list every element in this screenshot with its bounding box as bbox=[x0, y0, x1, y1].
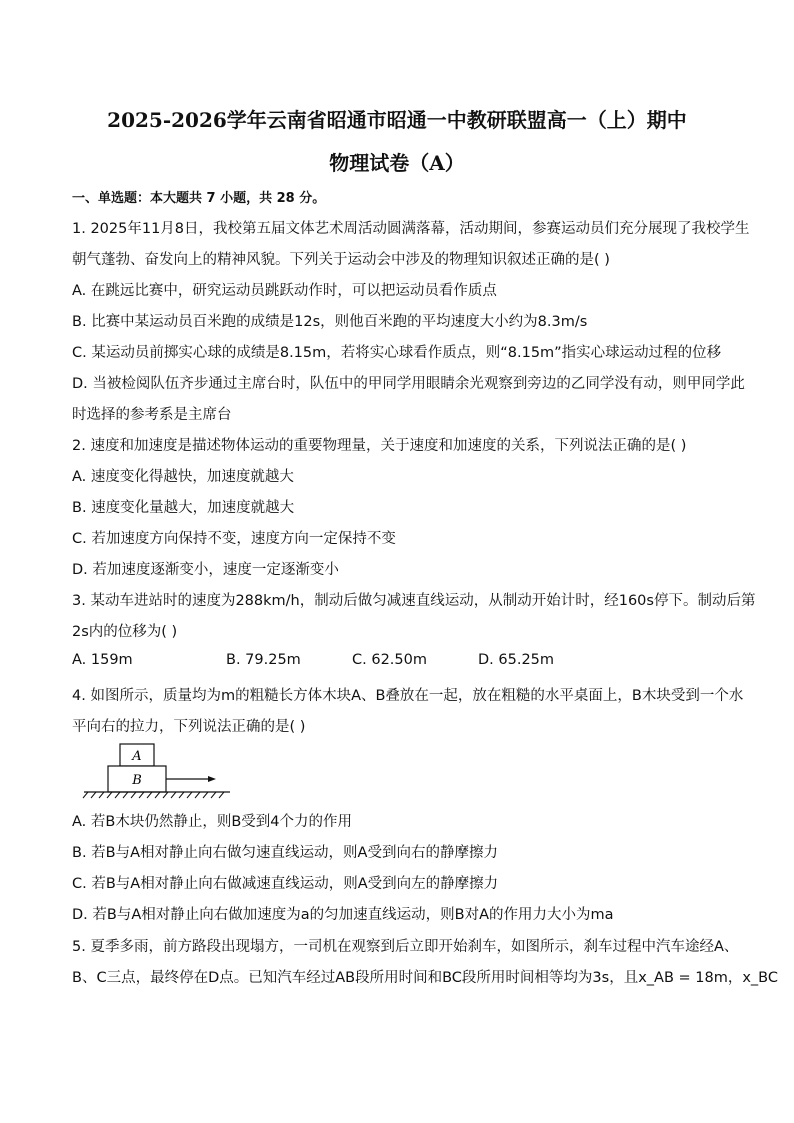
q2-option-d: D. 若加速度逐渐变小，速度一定逐渐变小 bbox=[72, 562, 339, 578]
q1-option-c: C. 某运动员前掷实心球的成绩是8.15m，若将实心球看作质点，则“8.15m”指实心球运动过程的位移 bbox=[72, 345, 722, 361]
q3-stem-line-2: 2s内的位移为( ) bbox=[72, 624, 178, 640]
block-a-label: A bbox=[132, 749, 142, 764]
q4-option-d: D. 若B与A相对静止向右做加速度为a的匀加速直线运动，则B对A的作用力大小为ma bbox=[72, 907, 614, 923]
exam-title-line-1: 2025-2026学年云南省昭通市昭通一中教研联盟高一（上）期中 bbox=[107, 108, 687, 132]
blocks-figure bbox=[82, 742, 232, 804]
q3-option-a: A. 159m bbox=[72, 652, 133, 668]
q2-option-b: B. 速度变化量越大，加速度就越大 bbox=[72, 500, 295, 516]
exam-title-line-2: 物理试卷（A） bbox=[329, 151, 465, 175]
q3-option-d: D. 65.25m bbox=[478, 652, 555, 668]
q4-option-c: C. 若B与A相对静止向右做减速直线运动，则A受到向左的静摩擦力 bbox=[72, 876, 499, 892]
q1-option-b: B. 比赛中某运动员百米跑的成绩是12s，则他百米跑的平均速度大小约为8.3m/s bbox=[72, 314, 588, 330]
q3-option-b: B. 79.25m bbox=[226, 652, 301, 668]
q4-stem-line-2: 平向右的拉力，下列说法正确的是( ) bbox=[72, 719, 306, 735]
q3-stem-line-1: 3. 某动车进站时的速度为288km/h，制动后做匀减速直线运动，从制动开始计时，经160s停下。制动后第 bbox=[72, 593, 756, 609]
q1-option-a: A. 在跳远比赛中，研究运动员跳跃动作时，可以把运动员看作质点 bbox=[72, 283, 497, 299]
q4-option-b: B. 若B与A相对静止向右做匀速直线运动，则A受到向右的静摩擦力 bbox=[72, 845, 498, 861]
section-heading: 一、单选题：本大题共 7 小题，共 28 分。 bbox=[72, 191, 326, 206]
q4-option-a: A. 若B木块仍然静止，则B受到4个力的作用 bbox=[72, 814, 353, 830]
q3-option-c: C. 62.50m bbox=[352, 652, 427, 668]
block-b-label: B bbox=[132, 773, 142, 788]
q4-stem-line-1: 4. 如图所示，质量均为m的粗糙长方体木块A、B叠放在一起，放在粗糙的水平桌面上，B木块受到一个水 bbox=[72, 688, 744, 704]
q2-option-a: A. 速度变化得越快，加速度就越大 bbox=[72, 469, 294, 485]
q1-option-d-line-1: D. 当被检阅队伍齐步通过主席台时，队伍中的甲同学用眼睛余光观察到旁边的乙同学没有动，则甲同学此 bbox=[72, 376, 745, 392]
force-arrow-head bbox=[208, 776, 216, 782]
q1-option-d-line-2: 时选择的参考系是主席台 bbox=[72, 407, 232, 423]
q1-stem-line-1: 1. 2025年11月8日，我校第五届文体艺术周活动圆满落幕，活动期间，参赛运动员们充分展现了我校学生 bbox=[72, 221, 750, 237]
q2-option-c: C. 若加速度方向保持不变，速度方向一定保持不变 bbox=[72, 531, 396, 547]
q3-options-row bbox=[72, 652, 722, 672]
q5-stem-line-2: B、C三点，最终停在D点。已知汽车经过AB段所用时间和BC段所用时间相等均为3s，且x_AB = 18m，x_BC bbox=[72, 970, 778, 986]
q1-stem-line-2: 朝气蓬勃、奋发向上的精神风貌。下列关于运动会中涉及的物理知识叙述正确的是( ) bbox=[72, 252, 610, 268]
ground-hatching bbox=[83, 792, 224, 798]
q2-stem: 2. 速度和加速度是描述物体运动的重要物理量，关于速度和加速度的关系，下列说法正确的是( ) bbox=[72, 438, 687, 454]
q5-stem-line-1: 5. 夏季多雨，前方路段出现塌方，一司机在观察到后立即开始刹车，如图所示，刹车过程中汽车途经A、 bbox=[72, 939, 739, 955]
